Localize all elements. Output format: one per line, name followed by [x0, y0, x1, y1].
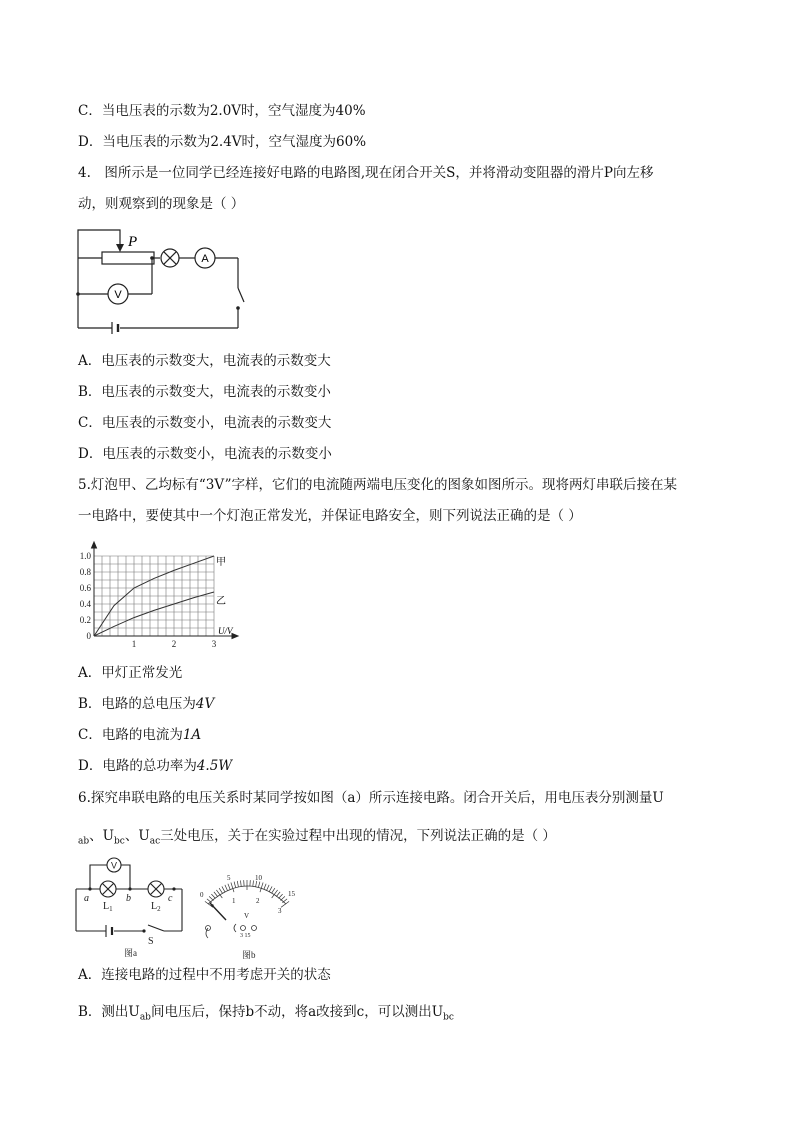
node-a-label: a	[84, 893, 89, 904]
option-b-q6-text2: 间电压后，保持b不动，将a改接到c，可以测出U	[150, 1004, 444, 1020]
meter-tick	[222, 886, 225, 891]
question-6-line1: 6.探究串联电路的电压关系时某同学按如图（a）所示连接电路。闭合开关后，用电压表分别测量U	[78, 790, 664, 806]
meter-tick	[219, 888, 222, 893]
ammeter-label: A	[201, 253, 209, 265]
option-b-q5	[78, 694, 214, 714]
svg-text:L1	[103, 901, 113, 913]
option-b-q6-sub-ab: ab	[139, 1012, 151, 1023]
meter-tick	[253, 880, 254, 886]
lamp1-label: L	[103, 901, 110, 912]
option-d-q4: D．电压表的示数变小，电流表的示数变小	[78, 446, 332, 462]
option-a-q4: A．电压表的示数变大，电流表的示数变大	[78, 353, 331, 369]
node-b-label: b	[126, 893, 131, 904]
meter-tick-5: 5	[227, 874, 231, 882]
y-tick-label: 1.0	[79, 551, 91, 561]
caption-b: 图b	[242, 950, 256, 960]
x-tick-label: 2	[171, 639, 177, 649]
sub-ac: ac	[149, 836, 161, 847]
meter-tick	[282, 899, 287, 903]
meter-tick	[258, 882, 260, 888]
option-b-value: 4V	[195, 696, 215, 712]
option-d-value: 4.5W	[196, 758, 233, 774]
y-tick-label: 0.4	[79, 599, 91, 609]
meter-tick	[228, 884, 230, 890]
meter-unit: V	[244, 912, 250, 920]
meter-tick	[241, 880, 242, 886]
series-yi-line	[94, 592, 214, 636]
lamp1-sub: 1	[109, 905, 113, 913]
option-d-text: D．电路的总功率为	[78, 758, 197, 774]
option-d-q3: D．当电压表的示数为2.4V时，空气湿度为60%	[78, 134, 367, 150]
svg-text:L2	[151, 901, 161, 913]
sep-2: 、U	[124, 828, 150, 844]
meter-tick-15: 15	[288, 890, 295, 898]
node-c-label: c	[168, 893, 173, 904]
option-b-text: B．电路的总电压为	[78, 696, 196, 712]
meter-tick	[214, 892, 218, 897]
voltmeter-label-a: V	[110, 860, 118, 871]
voltmeter-face-b-q6	[196, 870, 306, 972]
meter-tick	[267, 885, 270, 891]
option-c-value: 1A	[182, 727, 202, 743]
option-b-q6-text1: B．测出U	[78, 1004, 140, 1020]
question-5-line1: 5.灯泡甲、乙均标有“3V”字样，它们的电流随两端电压变化的图象如图所示。现将两灯串联后接在某	[78, 477, 678, 493]
option-b-q4: B．电压表的示数变大，电流表的示数变小	[78, 384, 331, 400]
x-axis-label: U/V	[218, 626, 233, 636]
question-5-line2: 一电路中，要使其中一个灯泡正常发光，并保证电路安全，则下列说法正确的是（ ）	[78, 508, 582, 524]
meter-tick-3: 3	[278, 907, 282, 915]
option-b-q6-sub-bc: bc	[443, 1012, 454, 1023]
meter-tick	[281, 901, 289, 907]
meter-tick	[276, 892, 280, 897]
x-tick-label: 3	[211, 639, 217, 649]
option-c-q4: C．电压表的示数变小，电流表的示数变大	[78, 415, 332, 431]
sub-ab: ab	[78, 836, 90, 847]
y-tick-label: 0	[86, 631, 91, 641]
x-tick-label: 1	[131, 639, 137, 649]
meter-tick	[225, 885, 228, 891]
meter-tick	[264, 884, 266, 890]
meter-tick	[272, 888, 275, 893]
option-c-text: C．电路的电流为	[78, 727, 183, 743]
series-label-jia: 甲	[216, 557, 226, 568]
meter-tick-2: 2	[256, 897, 260, 905]
voltmeter-label: V	[114, 289, 122, 301]
q6-rest: 三处电压，关于在实验过程中出现的情况，下列说法正确的是（ ）	[160, 828, 556, 844]
meter-terminals: 3 15	[240, 933, 251, 939]
option-a-q5: A．甲灯正常发光	[78, 665, 183, 681]
sep-1: 、U	[89, 828, 115, 844]
meter-tick	[207, 899, 212, 903]
caption-a: 图a	[124, 948, 137, 958]
lamp2-label: L	[151, 901, 158, 912]
circuit-diagram-q4	[72, 226, 252, 341]
option-c-q3: C．当电压表的示数为2.0V时，空气湿度为40%	[78, 103, 366, 119]
switch-label: S	[148, 936, 154, 947]
meter-tick	[234, 882, 236, 888]
y-tick-label: 0.6	[79, 583, 91, 593]
sub-bc: bc	[114, 836, 125, 847]
option-d-q5	[78, 756, 232, 776]
meter-tick	[260, 883, 263, 893]
meter-tick-0: 0	[200, 891, 204, 899]
question-4-line1: 4. 图所示是一位同学已经连接好电路的电路图,现在闭合开关S，并将滑动变阻器的滑片P向左移	[78, 165, 654, 181]
meter-tick	[237, 881, 238, 887]
y-tick-label: 0.8	[79, 567, 91, 577]
series-label-yi: 乙	[216, 596, 226, 607]
meter-tick-1: 1	[232, 897, 236, 905]
x-axis-arrow	[232, 634, 238, 639]
option-a-q6: A．连接电路的过程中不用考虑开关的状态	[78, 967, 331, 983]
question-6-line2	[78, 826, 556, 852]
option-c-q5	[78, 725, 201, 745]
y-tick-label: 0.2	[79, 615, 91, 625]
circuit-diagram-a-q6	[72, 856, 192, 958]
meter-tick-10: 10	[255, 874, 262, 882]
option-b-q6	[78, 1002, 454, 1028]
y-axis-arrow	[92, 542, 97, 548]
lamp2-sub: 2	[157, 905, 161, 913]
slider-p-label: P	[128, 234, 138, 250]
meter-tick	[269, 886, 272, 891]
meter-tick	[231, 883, 234, 893]
question-4-line2: 动，则观察到的现象是（ ）	[78, 196, 245, 212]
iu-graph-q5	[72, 540, 242, 652]
